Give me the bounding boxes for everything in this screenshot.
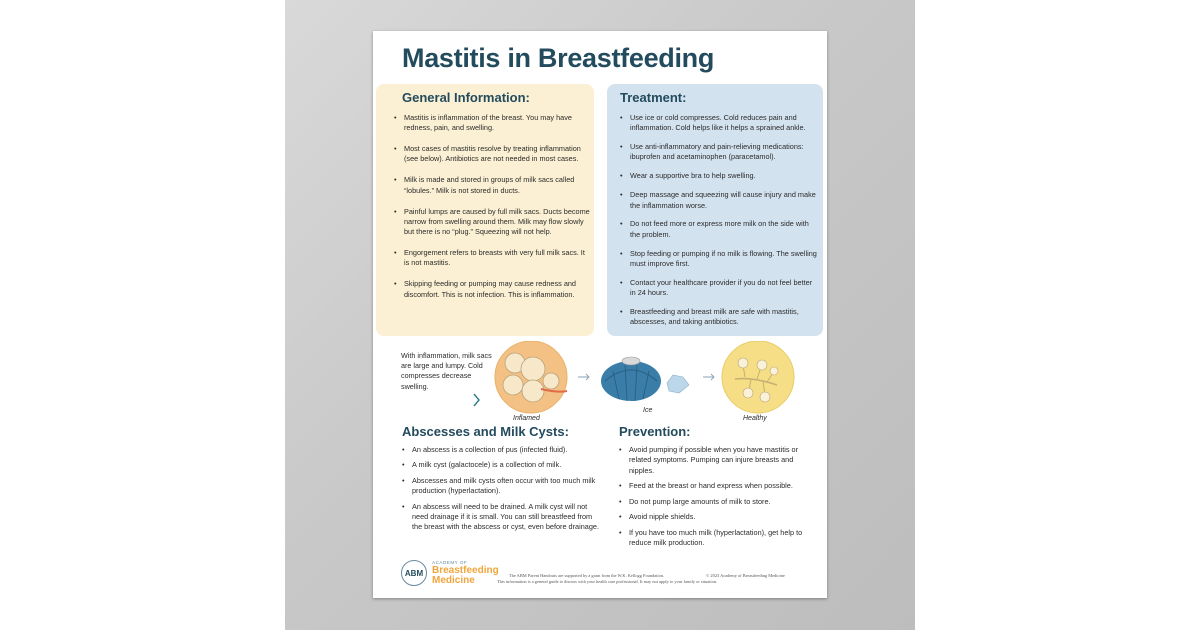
treatment-heading: Treatment: bbox=[620, 90, 687, 105]
healthy-label: Healthy bbox=[743, 415, 767, 422]
list-item: • Skipping feeding or pumping may cause redness and discomfort. This is not infection. This is inflammation. bbox=[394, 279, 590, 300]
list-item: • If you have too much milk (hyperlactation), get help to reduce milk production. bbox=[619, 528, 819, 549]
list-item: • Abscesses and milk cysts often occur with too much milk production (hyperlactation). bbox=[402, 476, 602, 497]
list-item: • Most cases of mastitis resolve by treating inflammation (see below). Antibiotics are not needed in most cases. bbox=[394, 144, 590, 165]
list-item: • Avoid nipple shields. bbox=[619, 512, 819, 522]
list-item: • Stop feeding or pumping if no milk is flowing. The swelling must improve first. bbox=[620, 249, 818, 270]
treatment-list bbox=[620, 113, 818, 336]
list-item: • An abscess will need to be drained. A milk cyst will not need drainage if it is small. You can still breastfeed from the breast with the abscess or cyst, even before drainage. bbox=[402, 502, 602, 533]
abscesses-section bbox=[402, 424, 602, 538]
logo-name bbox=[432, 566, 499, 586]
list-item: • Use ice or cold compresses. Cold reduces pain and inflammation. Cold helps like it helps a sprained ankle. bbox=[620, 113, 818, 134]
list-item: • Breastfeeding and breast milk are safe with mastitis, abscesses, and taking antibiotics. bbox=[620, 307, 818, 328]
general-information-heading: General Information: bbox=[402, 90, 530, 105]
ice-label: Ice bbox=[643, 407, 653, 414]
list-item: • Deep massage and squeezing will cause injury and make the inflammation worse. bbox=[620, 190, 818, 211]
illustration-caption: With inflammation, milk sacs are large and lumpy. Cold compresses decrease swelling. bbox=[401, 351, 492, 391]
list-item: • Wear a supportive bra to help swelling. bbox=[620, 171, 818, 181]
arrow-right-icon bbox=[578, 374, 589, 380]
inflammation-illustration bbox=[373, 341, 827, 427]
prevention-section bbox=[619, 424, 819, 553]
list-item: • Painful lumps are caused by full milk sacs. Ducts become narrow from swelling around them. Milk may flow slowly but there is no “plug.” Squeezing will not help. bbox=[394, 207, 590, 238]
treatment-panel bbox=[607, 84, 823, 336]
general-information-panel bbox=[376, 84, 594, 336]
list-item: • Mastitis is inflammation of the breast. You may have redness, pain, and swelling. bbox=[394, 113, 590, 134]
footer-grant-text: The ABM Parent Handouts are supported by a grant from the W.K. Kellogg Foundation. bbox=[509, 573, 665, 578]
general-information-list bbox=[394, 113, 590, 310]
inflamed-lobules-image bbox=[495, 341, 567, 413]
arrow-right-icon bbox=[703, 374, 714, 380]
abscesses-list bbox=[402, 445, 602, 533]
abscesses-heading: Abscesses and Milk Cysts: bbox=[402, 424, 569, 439]
ice-pack-image bbox=[601, 357, 689, 401]
chevron-right-icon bbox=[474, 394, 479, 406]
prevention-list bbox=[619, 445, 819, 548]
abm-logo-icon: ABM bbox=[401, 560, 427, 586]
logo-line-2: Medicine bbox=[432, 575, 475, 586]
list-item: • Feed at the breast or hand express when possible. bbox=[619, 481, 819, 491]
list-item: • Do not pump large amounts of milk to store. bbox=[619, 497, 819, 507]
poster-title: Mastitis in Breastfeeding bbox=[402, 43, 715, 73]
footer-copyright: © 2023 Academy of Breastfeeding Medicine bbox=[706, 573, 785, 578]
list-item: • An abscess is a collection of pus (infected fluid). bbox=[402, 445, 602, 455]
list-item: • Engorgement refers to breasts with very full milk sacs. It is not mastitis. bbox=[394, 248, 590, 269]
footer-disclaimer: This information is a general guide to discuss with your health care professional. It may not apply to your family or situation. bbox=[497, 579, 718, 584]
list-item: • Use anti-inflammatory and pain-relieving medications: ibuprofen and acetaminophen (paracetamol). bbox=[620, 142, 818, 163]
logo-small-text: ACADEMY OF bbox=[432, 560, 468, 565]
list-item: • Milk is made and stored in groups of milk sacs called “lobules.” Milk is not stored in ducts. bbox=[394, 175, 590, 196]
footer bbox=[401, 558, 821, 590]
inflamed-label: Inflamed bbox=[513, 415, 540, 422]
list-item: • Do not feed more or express more milk on the side with the problem. bbox=[620, 219, 818, 240]
prevention-heading: Prevention: bbox=[619, 424, 691, 439]
list-item: • A milk cyst (galactocele) is a collection of milk. bbox=[402, 460, 602, 470]
logo-line-1: Breastfeeding bbox=[432, 565, 499, 576]
list-item: • Contact your healthcare provider if you do not feel better in 24 hours. bbox=[620, 278, 818, 299]
list-item: • Avoid pumping if possible when you have mastitis or related symptoms. Pumping can injure breasts and nipples. bbox=[619, 445, 819, 476]
healthy-lobules-image bbox=[722, 341, 794, 413]
poster bbox=[373, 31, 827, 598]
